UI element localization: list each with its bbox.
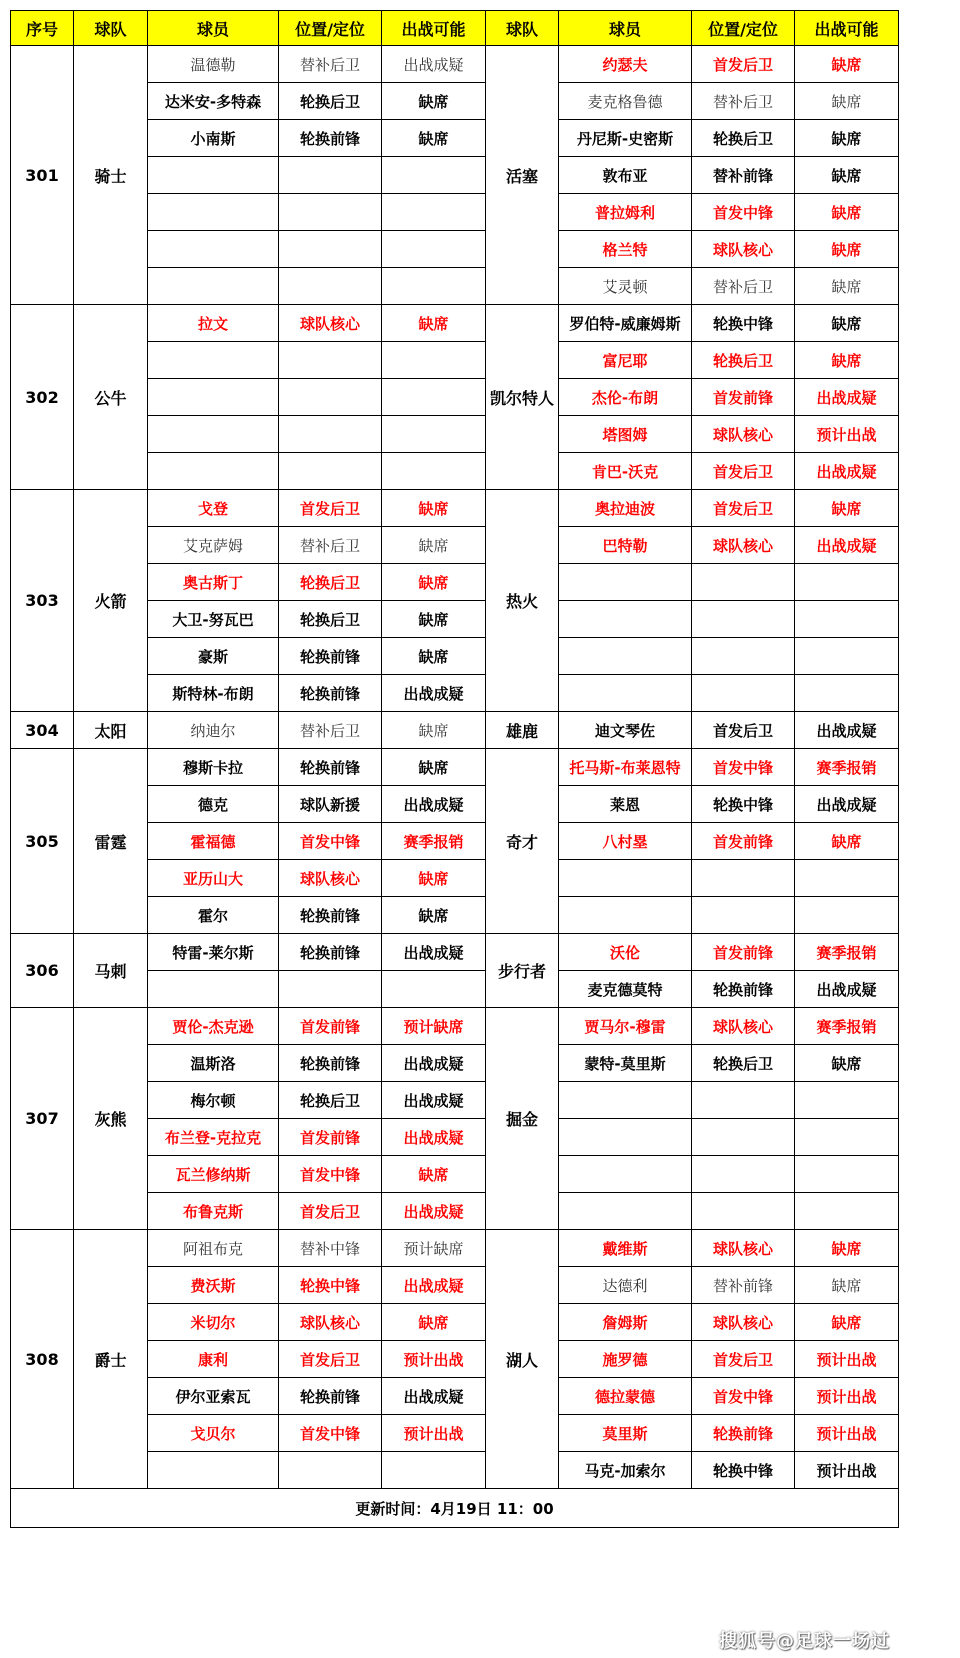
- left-player-cell: [148, 194, 279, 231]
- left-status-cell: 赛季报销: [382, 823, 486, 860]
- right-role-cell: 首发中锋: [692, 1378, 795, 1415]
- left-status-cell: [382, 416, 486, 453]
- right-status-cell: 缺席: [795, 490, 899, 527]
- right-role-cell: 轮换前锋: [692, 1415, 795, 1452]
- match-seq: 301: [11, 46, 74, 305]
- left-status-cell: 出战成疑: [382, 1267, 486, 1304]
- left-status-cell: 出战成疑: [382, 1082, 486, 1119]
- right-player-cell: 沃伦: [559, 934, 692, 971]
- left-status-cell: 出战成疑: [382, 1119, 486, 1156]
- right-role-cell: 替补前锋: [692, 157, 795, 194]
- left-role-cell: [279, 157, 382, 194]
- left-role-cell: 首发中锋: [279, 823, 382, 860]
- right-role-cell: 替补后卫: [692, 83, 795, 120]
- match-seq: 308: [11, 1230, 74, 1489]
- match-seq: 303: [11, 490, 74, 712]
- right-player-cell: 迪文琴佐: [559, 712, 692, 749]
- left-role-cell: [279, 268, 382, 305]
- right-player-cell: 麦克格鲁德: [559, 83, 692, 120]
- right-player-cell: 莫里斯: [559, 1415, 692, 1452]
- right-status-cell: 缺席: [795, 157, 899, 194]
- right-player-cell: [559, 1193, 692, 1230]
- right-player-cell: 富尼耶: [559, 342, 692, 379]
- right-player-cell: [559, 1082, 692, 1119]
- left-status-cell: [382, 194, 486, 231]
- match-seq: 305: [11, 749, 74, 934]
- left-player-cell: 梅尔顿: [148, 1082, 279, 1119]
- right-role-cell: 替补前锋: [692, 1267, 795, 1304]
- right-team-name: 掘金: [486, 1008, 559, 1230]
- table-row: [11, 1230, 899, 1267]
- right-player-cell: 戴维斯: [559, 1230, 692, 1267]
- right-role-cell: 首发后卫: [692, 453, 795, 490]
- right-role-cell: 替补后卫: [692, 268, 795, 305]
- left-player-cell: 纳迪尔: [148, 712, 279, 749]
- right-player-cell: 麦克德莫特: [559, 971, 692, 1008]
- left-player-cell: 特雷-莱尔斯: [148, 934, 279, 971]
- left-team-name: 太阳: [74, 712, 148, 749]
- right-role-cell: [692, 1082, 795, 1119]
- left-status-cell: 预计缺席: [382, 1230, 486, 1267]
- right-status-cell: 缺席: [795, 1267, 899, 1304]
- right-team-name: 活塞: [486, 46, 559, 305]
- right-role-cell: 轮换前锋: [692, 971, 795, 1008]
- header-row: [11, 11, 899, 46]
- right-player-cell: [559, 675, 692, 712]
- right-role-cell: 首发后卫: [692, 46, 795, 83]
- left-role-cell: 轮换后卫: [279, 601, 382, 638]
- left-player-cell: 拉文: [148, 305, 279, 342]
- left-role-cell: 替补后卫: [279, 712, 382, 749]
- right-role-cell: 轮换中锋: [692, 305, 795, 342]
- header-left-role: 位置/定位: [279, 11, 382, 46]
- right-player-cell: 托马斯-布莱恩特: [559, 749, 692, 786]
- injury-report-table: [10, 10, 899, 1528]
- right-status-cell: 预计出战: [795, 416, 899, 453]
- left-status-cell: 缺席: [382, 749, 486, 786]
- left-status-cell: 预计缺席: [382, 1008, 486, 1045]
- header-right-role: 位置/定位: [692, 11, 795, 46]
- header-right-player: 球员: [559, 11, 692, 46]
- left-player-cell: 康利: [148, 1341, 279, 1378]
- left-role-cell: 轮换前锋: [279, 897, 382, 934]
- left-role-cell: 轮换前锋: [279, 934, 382, 971]
- update-time: 更新时间：4月19日 11：00: [11, 1489, 899, 1528]
- left-role-cell: [279, 342, 382, 379]
- right-status-cell: [795, 675, 899, 712]
- right-status-cell: 出战成疑: [795, 453, 899, 490]
- right-player-cell: [559, 897, 692, 934]
- right-role-cell: 首发中锋: [692, 194, 795, 231]
- header-right-status: 出战可能: [795, 11, 899, 46]
- left-player-cell: [148, 268, 279, 305]
- report-body: [11, 46, 899, 1489]
- left-status-cell: 预计出战: [382, 1415, 486, 1452]
- left-role-cell: [279, 453, 382, 490]
- left-status-cell: 缺席: [382, 897, 486, 934]
- left-player-cell: 布鲁克斯: [148, 1193, 279, 1230]
- left-role-cell: 轮换前锋: [279, 1045, 382, 1082]
- right-player-cell: 塔图姆: [559, 416, 692, 453]
- left-player-cell: 艾克萨姆: [148, 527, 279, 564]
- table-row: [11, 305, 899, 342]
- left-team-name: 爵士: [74, 1230, 148, 1489]
- left-player-cell: 斯特林-布朗: [148, 675, 279, 712]
- right-status-cell: [795, 897, 899, 934]
- right-role-cell: 首发后卫: [692, 1341, 795, 1378]
- left-role-cell: 球队核心: [279, 860, 382, 897]
- right-role-cell: 首发前锋: [692, 934, 795, 971]
- left-player-cell: 伊尔亚索瓦: [148, 1378, 279, 1415]
- left-role-cell: 首发前锋: [279, 1008, 382, 1045]
- right-status-cell: 出战成疑: [795, 786, 899, 823]
- right-role-cell: 球队核心: [692, 416, 795, 453]
- right-player-cell: 莱恩: [559, 786, 692, 823]
- left-player-cell: 大卫-努瓦巴: [148, 601, 279, 638]
- left-status-cell: [382, 231, 486, 268]
- header-left-player: 球员: [148, 11, 279, 46]
- left-role-cell: 首发后卫: [279, 490, 382, 527]
- right-status-cell: [795, 1156, 899, 1193]
- right-player-cell: 詹姆斯: [559, 1304, 692, 1341]
- left-status-cell: [382, 342, 486, 379]
- left-team-name: 公牛: [74, 305, 148, 490]
- left-player-cell: [148, 157, 279, 194]
- right-player-cell: [559, 564, 692, 601]
- left-status-cell: [382, 971, 486, 1008]
- right-player-cell: 格兰特: [559, 231, 692, 268]
- right-status-cell: [795, 601, 899, 638]
- footer-row: [11, 1489, 899, 1528]
- left-player-cell: 德克: [148, 786, 279, 823]
- right-team-name: 步行者: [486, 934, 559, 1008]
- left-role-cell: 轮换前锋: [279, 749, 382, 786]
- right-status-cell: 缺席: [795, 823, 899, 860]
- right-status-cell: 出战成疑: [795, 712, 899, 749]
- right-player-cell: 德拉蒙德: [559, 1378, 692, 1415]
- left-role-cell: [279, 971, 382, 1008]
- right-player-cell: [559, 860, 692, 897]
- right-role-cell: 轮换中锋: [692, 1452, 795, 1489]
- right-role-cell: 轮换后卫: [692, 342, 795, 379]
- right-team-name: 凯尔特人: [486, 305, 559, 490]
- left-player-cell: [148, 971, 279, 1008]
- right-role-cell: 首发前锋: [692, 379, 795, 416]
- left-status-cell: 缺席: [382, 564, 486, 601]
- left-team-name: 火箭: [74, 490, 148, 712]
- right-status-cell: 出战成疑: [795, 971, 899, 1008]
- right-status-cell: 缺席: [795, 1230, 899, 1267]
- right-player-cell: [559, 601, 692, 638]
- right-status-cell: 赛季报销: [795, 749, 899, 786]
- left-player-cell: 戈贝尔: [148, 1415, 279, 1452]
- left-player-cell: 费沃斯: [148, 1267, 279, 1304]
- left-status-cell: 出战成疑: [382, 1045, 486, 1082]
- right-status-cell: [795, 1193, 899, 1230]
- left-role-cell: 球队核心: [279, 1304, 382, 1341]
- right-team-name: 雄鹿: [486, 712, 559, 749]
- left-status-cell: 出战成疑: [382, 1193, 486, 1230]
- left-status-cell: [382, 268, 486, 305]
- left-role-cell: 球队核心: [279, 305, 382, 342]
- left-role-cell: 轮换后卫: [279, 83, 382, 120]
- right-player-cell: 罗伯特-威廉姆斯: [559, 305, 692, 342]
- left-player-cell: 豪斯: [148, 638, 279, 675]
- right-role-cell: [692, 1193, 795, 1230]
- left-role-cell: 轮换前锋: [279, 1378, 382, 1415]
- left-role-cell: 轮换前锋: [279, 675, 382, 712]
- right-status-cell: 缺席: [795, 1304, 899, 1341]
- right-role-cell: [692, 601, 795, 638]
- right-player-cell: 丹尼斯-史密斯: [559, 120, 692, 157]
- right-role-cell: 球队核心: [692, 527, 795, 564]
- table-row: [11, 490, 899, 527]
- left-role-cell: 首发后卫: [279, 1341, 382, 1378]
- left-player-cell: 温德勒: [148, 46, 279, 83]
- right-status-cell: [795, 860, 899, 897]
- right-status-cell: 缺席: [795, 120, 899, 157]
- right-player-cell: 约瑟夫: [559, 46, 692, 83]
- right-status-cell: 缺席: [795, 83, 899, 120]
- right-role-cell: [692, 638, 795, 675]
- right-role-cell: 首发中锋: [692, 749, 795, 786]
- left-role-cell: [279, 194, 382, 231]
- left-status-cell: 缺席: [382, 305, 486, 342]
- right-status-cell: 缺席: [795, 305, 899, 342]
- left-role-cell: 替补中锋: [279, 1230, 382, 1267]
- right-team-name: 湖人: [486, 1230, 559, 1489]
- right-player-cell: 马克-加索尔: [559, 1452, 692, 1489]
- left-status-cell: 缺席: [382, 860, 486, 897]
- table-row: [11, 749, 899, 786]
- left-status-cell: 缺席: [382, 601, 486, 638]
- right-status-cell: 出战成疑: [795, 379, 899, 416]
- left-player-cell: [148, 342, 279, 379]
- right-role-cell: 轮换后卫: [692, 1045, 795, 1082]
- right-player-cell: [559, 638, 692, 675]
- right-status-cell: 缺席: [795, 194, 899, 231]
- table-row: [11, 934, 899, 971]
- left-status-cell: 出战成疑: [382, 934, 486, 971]
- right-role-cell: [692, 564, 795, 601]
- left-player-cell: 亚历山大: [148, 860, 279, 897]
- left-team-name: 马刺: [74, 934, 148, 1008]
- left-status-cell: 缺席: [382, 1156, 486, 1193]
- left-player-cell: 戈登: [148, 490, 279, 527]
- table-row: [11, 1008, 899, 1045]
- left-status-cell: 出战成疑: [382, 1378, 486, 1415]
- left-status-cell: 缺席: [382, 83, 486, 120]
- right-status-cell: 预计出战: [795, 1452, 899, 1489]
- left-status-cell: 缺席: [382, 120, 486, 157]
- right-player-cell: 达德利: [559, 1267, 692, 1304]
- left-player-cell: 穆斯卡拉: [148, 749, 279, 786]
- right-player-cell: 敦布亚: [559, 157, 692, 194]
- right-status-cell: 赛季报销: [795, 1008, 899, 1045]
- left-role-cell: 轮换前锋: [279, 120, 382, 157]
- right-player-cell: 肯巴-沃克: [559, 453, 692, 490]
- left-role-cell: [279, 416, 382, 453]
- left-status-cell: 缺席: [382, 490, 486, 527]
- left-player-cell: 阿祖布克: [148, 1230, 279, 1267]
- left-role-cell: 轮换后卫: [279, 1082, 382, 1119]
- left-role-cell: 轮换前锋: [279, 638, 382, 675]
- right-role-cell: [692, 860, 795, 897]
- right-role-cell: 首发前锋: [692, 823, 795, 860]
- match-seq: 304: [11, 712, 74, 749]
- right-status-cell: 预计出战: [795, 1341, 899, 1378]
- right-status-cell: 缺席: [795, 268, 899, 305]
- right-player-cell: 贾马尔-穆雷: [559, 1008, 692, 1045]
- right-role-cell: [692, 897, 795, 934]
- right-player-cell: 施罗德: [559, 1341, 692, 1378]
- left-player-cell: 达米安-多特森: [148, 83, 279, 120]
- right-status-cell: 赛季报销: [795, 934, 899, 971]
- right-player-cell: 艾灵顿: [559, 268, 692, 305]
- left-status-cell: 出战成疑: [382, 786, 486, 823]
- right-status-cell: [795, 638, 899, 675]
- left-role-cell: 替补后卫: [279, 527, 382, 564]
- left-status-cell: 出战成疑: [382, 675, 486, 712]
- right-role-cell: 轮换中锋: [692, 786, 795, 823]
- right-team-name: 热火: [486, 490, 559, 712]
- left-player-cell: 瓦兰修纳斯: [148, 1156, 279, 1193]
- right-role-cell: [692, 1119, 795, 1156]
- right-player-cell: 巴特勒: [559, 527, 692, 564]
- left-player-cell: 小南斯: [148, 120, 279, 157]
- right-status-cell: [795, 1082, 899, 1119]
- left-role-cell: 替补后卫: [279, 46, 382, 83]
- table-row: [11, 712, 899, 749]
- left-role-cell: 轮换中锋: [279, 1267, 382, 1304]
- left-team-name: 雷霆: [74, 749, 148, 934]
- right-role-cell: 球队核心: [692, 231, 795, 268]
- right-role-cell: [692, 1156, 795, 1193]
- right-status-cell: [795, 564, 899, 601]
- left-role-cell: [279, 231, 382, 268]
- left-player-cell: 贾伦-杰克逊: [148, 1008, 279, 1045]
- header-left-team: 球队: [74, 11, 148, 46]
- left-player-cell: 霍尔: [148, 897, 279, 934]
- header-right-team: 球队: [486, 11, 559, 46]
- left-player-cell: [148, 453, 279, 490]
- left-status-cell: [382, 453, 486, 490]
- left-player-cell: [148, 231, 279, 268]
- right-role-cell: 首发后卫: [692, 490, 795, 527]
- header-left-status: 出战可能: [382, 11, 486, 46]
- right-role-cell: 首发后卫: [692, 712, 795, 749]
- left-player-cell: 温斯洛: [148, 1045, 279, 1082]
- match-seq: 302: [11, 305, 74, 490]
- table-row: [11, 46, 899, 83]
- right-player-cell: 普拉姆利: [559, 194, 692, 231]
- match-seq: 307: [11, 1008, 74, 1230]
- left-role-cell: 球队新援: [279, 786, 382, 823]
- left-team-name: 灰熊: [74, 1008, 148, 1230]
- right-status-cell: 缺席: [795, 1045, 899, 1082]
- right-role-cell: 球队核心: [692, 1304, 795, 1341]
- match-seq: 306: [11, 934, 74, 1008]
- left-player-cell: 布兰登-克拉克: [148, 1119, 279, 1156]
- right-status-cell: 出战成疑: [795, 527, 899, 564]
- right-role-cell: 轮换后卫: [692, 120, 795, 157]
- left-status-cell: 预计出战: [382, 1341, 486, 1378]
- right-player-cell: [559, 1119, 692, 1156]
- right-status-cell: 预计出战: [795, 1415, 899, 1452]
- right-status-cell: [795, 1119, 899, 1156]
- right-player-cell: [559, 1156, 692, 1193]
- left-role-cell: [279, 1452, 382, 1489]
- left-role-cell: [279, 379, 382, 416]
- right-status-cell: 预计出战: [795, 1378, 899, 1415]
- left-player-cell: 米切尔: [148, 1304, 279, 1341]
- left-role-cell: 首发中锋: [279, 1415, 382, 1452]
- header-seq: 序号: [11, 11, 74, 46]
- right-status-cell: 缺席: [795, 46, 899, 83]
- left-player-cell: 霍福德: [148, 823, 279, 860]
- left-status-cell: [382, 379, 486, 416]
- left-role-cell: 轮换后卫: [279, 564, 382, 601]
- watermark-text: 搜狐号@足球一场过: [719, 1631, 890, 1652]
- left-role-cell: 首发后卫: [279, 1193, 382, 1230]
- right-player-cell: 杰伦-布朗: [559, 379, 692, 416]
- right-status-cell: 缺席: [795, 342, 899, 379]
- left-status-cell: 缺席: [382, 712, 486, 749]
- left-status-cell: 出战成疑: [382, 46, 486, 83]
- left-team-name: 骑士: [74, 46, 148, 305]
- left-role-cell: 首发中锋: [279, 1156, 382, 1193]
- right-player-cell: 蒙特-莫里斯: [559, 1045, 692, 1082]
- left-status-cell: [382, 1452, 486, 1489]
- left-role-cell: 首发前锋: [279, 1119, 382, 1156]
- left-player-cell: [148, 1452, 279, 1489]
- left-player-cell: 奥古斯丁: [148, 564, 279, 601]
- right-role-cell: 球队核心: [692, 1008, 795, 1045]
- right-status-cell: 缺席: [795, 231, 899, 268]
- injury-report-sheet: [10, 10, 899, 1528]
- left-player-cell: [148, 379, 279, 416]
- right-role-cell: [692, 675, 795, 712]
- left-status-cell: 缺席: [382, 527, 486, 564]
- right-team-name: 奇才: [486, 749, 559, 934]
- right-player-cell: 奥拉迪波: [559, 490, 692, 527]
- right-role-cell: 球队核心: [692, 1230, 795, 1267]
- left-status-cell: 缺席: [382, 638, 486, 675]
- left-status-cell: [382, 157, 486, 194]
- left-player-cell: [148, 416, 279, 453]
- right-player-cell: 八村塁: [559, 823, 692, 860]
- left-status-cell: 缺席: [382, 1304, 486, 1341]
